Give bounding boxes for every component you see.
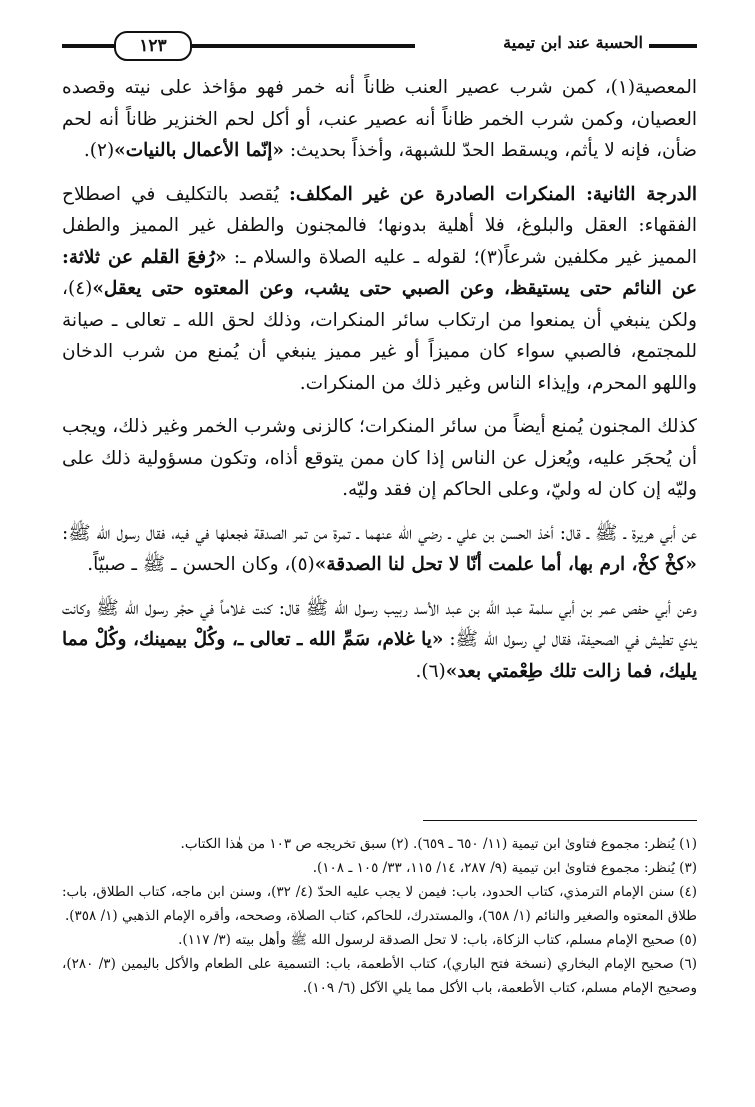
paragraph-5-text-b: (٦).	[415, 660, 446, 682]
header-rule-right	[649, 44, 697, 48]
main-text	[62, 72, 697, 699]
hadith-quote-4: «يا غلام، سَمِّ الله ـ تعالى ـ، وكُلْ بيمينك، وكُلْ مما يليك، فما زالت تلك طِعْمتي بعد»	[62, 629, 697, 682]
hadith-quote-2: «رُفعَ القلم عن ثلاثة: عن النائم حتى يستيقظ، وعن الصبي حتى يشب، وعن المعتوه حتى يعقل»	[62, 246, 697, 299]
paragraph-1-end: (٢).	[83, 140, 115, 161]
paragraph-4	[62, 518, 697, 581]
paragraph-1-text: المعصية(١)، كمن شرب عصير العنب ظاناً أنه خمر فهو مؤاخذ على نيته وقصده العصيان، وكمن شرب الخمر ظاناً أنه عصير عنب، أو أكل لحم الخنزير ظاناً أنه لحم ضأن، فإنه لا يأثم، ويسقط الحدّ للشبهة، وأخذاً بحديث:	[62, 77, 697, 161]
paragraph-4-text-b: (٥)، وكان الحسن ـ ﷺ ـ صبيّاً.	[87, 554, 315, 575]
footnote-3: (٣) يُنظر: مجموع فتاوىٰ ابن تيمية (٩/ ٢٨٧، ١٤/ ١١٥، ٣٣/ ١٠٥ ـ ١٠٨).	[312, 860, 697, 876]
page-number: ١٢٣	[114, 31, 192, 61]
footnote-1-2: (١) يُنظر: مجموع فتاوىٰ ابن تيمية (١١/ ٦٥٠ ـ ٦٥٩). (٢) سبق تخريجه ص ١٠٣ من هٰذا الكتاب.	[180, 836, 697, 852]
paragraph-3: كذلك المجنون يُمنع أيضاً من سائر المنكرات؛ كالزنى وشرب الخمر وغير ذلك، ويجب أن يُحجَر عليه، ويُعزل عن الناس إذا كان ممن يتوقع أذاه، وتكون مسؤولية ذلك على وليّه إن كان له وليّ، وعلى الحاكم إن فقد وليّه.	[62, 416, 697, 500]
paragraph-1	[62, 72, 697, 167]
page-header	[62, 30, 697, 64]
section-heading: الدرجة الثانية: المنكرات الصادرة عن غير المكلف:	[289, 183, 697, 205]
footnote-4: (٤) سنن الإمام الترمذي، كتاب الحدود، باب: فيمن لا يجب عليه الحدّ (٤/ ٣٢)، وسنن ابن ماجه، كتاب الطلاق، باب: طلاق المعتوه والصغير والنائم (١/ ٦٥٨)، والمستدرك، للحاكم، كتاب الصلاة، وصححه، وأقره الإمام الذهبي (١/ ٣٥٨).	[62, 884, 697, 924]
paragraph-2	[62, 179, 697, 400]
paragraph-5-text-a: وعن أبي حفص عمر بن أبي سلمة عبد الله بن عبد الأسد ربيب رسول الله ﷺ قال: كنت غلاماً في حجْر رسول الله ﷺ وكانت يدي تطيش في الصحيفة، فقال لي رسول الله ﷺ:	[62, 597, 697, 650]
footnote-6: (٦) صحيح الإمام البخاري (نسخة فتح الباري)، كتاب الأطعمة، باب: التسمية على الطعام والأكل باليمين (٣/ ٢٨٠)، وصحيح الإمام مسلم، كتاب الأطعمة، باب الأكل مما يلي الآكل (٦/ ١٠٩).	[62, 956, 697, 996]
paragraph-5	[62, 593, 697, 688]
paragraph-2-text-a: يُقصد بالتكليف في اصطلاح الفقهاء: العقل والبلوغ، فلا أهلية بدونها؛ فالمجنون والطفل غير المميز والطفل المميز غير مكلفين شرعاً(٣)؛ لقوله ـ عليه الصلاة والسلام ـ:	[62, 183, 697, 268]
footnote-separator	[423, 820, 697, 821]
paragraph-4-text-a: عن أبي هريرة ـ ﷺ ـ قال: أخذ الحسن بن علي ـ رضي الله عنهما ـ تمرة من تمر الصدقة فجعلها في فيه، فقال رسول الله ﷺ:	[62, 522, 697, 544]
footnotes	[62, 832, 697, 1000]
hadith-quote-3: «كخْ كخْ، ارم بها، أما علمت أنّا لا تحل لنا الصدقة»	[314, 554, 697, 575]
hadith-quote-1: «إنّما الأعمال بالنيات»	[114, 140, 284, 161]
paragraph-2-text-b: (٤)، ولكن ينبغي أن يمنعوا من ارتكاب سائر المنكرات، وذلك لحق الله ـ تعالى ـ صيانة للمجتمع، فالصبي سواء كان مميزاً أو غير مميز ينبغي أن يُمنع من شرب الدخان واللهو المحرم، وإيذاء الناس وغير ذلك من المنكرات.	[62, 278, 697, 394]
footnote-5: (٥) صحيح الإمام مسلم، كتاب الزكاة، باب: لا تحل الصدقة لرسول الله ﷺ وأهل بيته (٣/ ١١٧).	[178, 932, 697, 948]
running-title: الحسبة عند ابن تيمية	[503, 33, 643, 52]
